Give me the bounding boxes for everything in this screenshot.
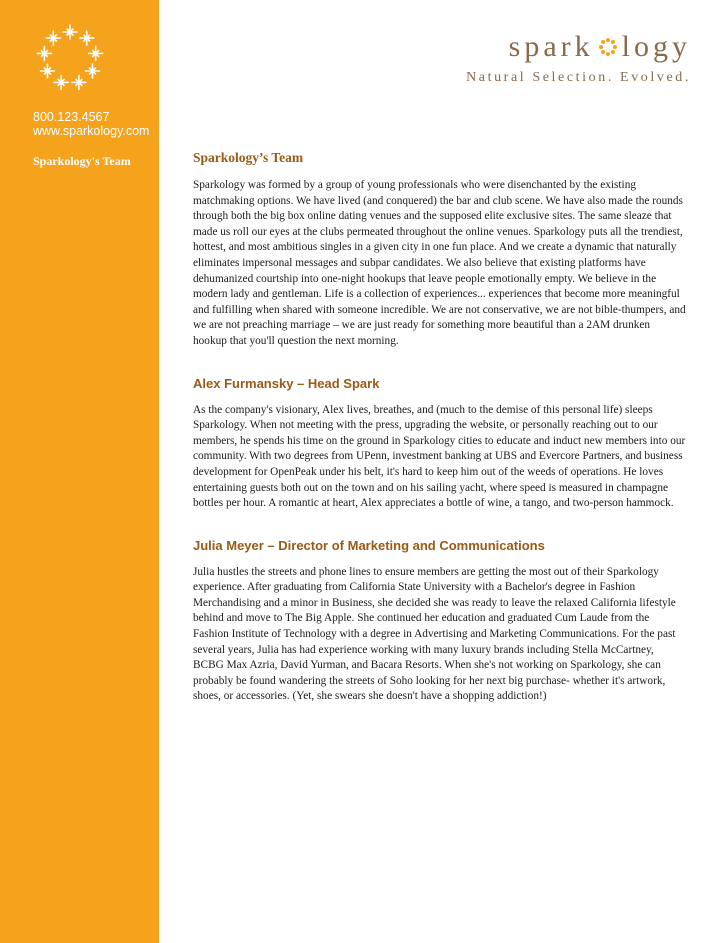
- sparkle-star-icon: [40, 64, 54, 78]
- flower-petal: [613, 45, 617, 49]
- sparkle-star-icon: [86, 64, 100, 78]
- flower-petal: [599, 45, 603, 49]
- sparkle-star-icon: [89, 46, 103, 60]
- sparkle-star-icon: [72, 75, 86, 89]
- brand-name-part2: logy: [621, 30, 691, 63]
- tagline: Natural Selection. Evolved.: [466, 70, 691, 85]
- sparkle-star-icon: [80, 31, 94, 45]
- section-body: Sparkology was formed by a group of young professionals who were disenchanted by the existing matchmaking options. We have lived (and conquered) the bar and club scene. We have also made the rounds through both the big box online dating venues and the supposed elite exclusive sites. The same sleaze that made us roll our eyes at the clubs permeated throughout the online venues. Sparkology puts all the trendiest, hottest, and most ambitious singles in a given city in one fun place. And we create a dynamic that naturally eliminates impersonal messages and subpar candidates. We also believe that existing platforms have dehumanized courtship into one-night hookups that leave people emotionally empty. We believe in the modern lady and gentleman. Life is a collection of experiences... experiences that become more meaningful and fulfilling when shared with someone incredible. We are not conservative, we are not bible-thumpers, and we are not preaching marriage – we are just ready for something more beautiful than a 2AM drunken hookup that you'll question the next morning.: [193, 179, 686, 347]
- main-content: [193, 150, 686, 731]
- sidebar-section-title: Sparkology's Team: [33, 154, 131, 168]
- sparkle-icon: [30, 20, 110, 100]
- flower-petal: [601, 40, 605, 44]
- brand-name-part1: spark: [508, 30, 594, 63]
- brand-logo: [466, 30, 691, 64]
- section-title: Julia Meyer – Director of Marketing and Communications: [193, 537, 545, 553]
- brand-header: [466, 30, 691, 86]
- flower-petal: [601, 50, 605, 54]
- section-body: Julia hustles the streets and phone lines to ensure members are getting the most out of their Sparkology experience. After graduating from California State University with a Bachelor's degree in Fashion Merchandising and a minor in Business, she decided she was ready to leave the relaxed California lifestyle behind and move to The Big Apple. She continued her education and graduated Cum Laude from the Fashion Institute of Technology with a degree in Advertising and Marketing Communications. For the past several years, Julia has had experience working with many luxury brands including Stella McCartney, BCBG Max Azria, David Yurman, and Bacara Resorts. When she's not working on Sparkology, she can probably be found wandering the streets of Soho looking for her next big purchase- whether it's artwork, shoes, or accessories. (Yet, she swears she doesn't have a shopping addiction!): [193, 565, 676, 703]
- sparkle-star-icon: [37, 46, 51, 60]
- sparkle-star-icon: [54, 75, 68, 89]
- flower-petal: [611, 40, 615, 44]
- website-link[interactable]: www.sparkology.com: [33, 124, 150, 138]
- sparkle-star-icon: [63, 25, 77, 39]
- section-body: As the company's visionary, Alex lives, breathes, and (much to the demise of this personal life) sleeps Sparkology. When not meeting with the press, upgrading the website, or personally reaching out to our members, he spends his time on the ground in Sparkology cities to educate and induct new members into our community. With two degrees from UPenn, investment banking at UBS and Evercore Partners, and business development for OpenPeak under his belt, it's hard to keep him out of the weeds of operations. He loves entertaining guests both out on the town and on his sailing yacht, where speed is measured in champagne bottles per hour. A romantic at heart, Alex appreciates a bottle of wine, a tango, and two-person hammock.: [193, 403, 686, 510]
- flower-petal: [606, 52, 610, 56]
- section-title: Sparkology’s Team: [193, 150, 304, 165]
- section-title: Alex Furmansky – Head Spark: [193, 375, 380, 391]
- section-julia: [193, 538, 686, 705]
- sparkle-star-icon: [46, 31, 60, 45]
- sparkle-o-icon: [597, 36, 619, 58]
- flower-petal: [611, 50, 615, 54]
- section-team: [193, 150, 686, 350]
- sidebar: [0, 0, 159, 943]
- flower-petal: [606, 38, 610, 42]
- section-alex: [193, 376, 686, 512]
- phone-number: 800.123.4567: [33, 110, 110, 124]
- contact-info: [33, 110, 149, 138]
